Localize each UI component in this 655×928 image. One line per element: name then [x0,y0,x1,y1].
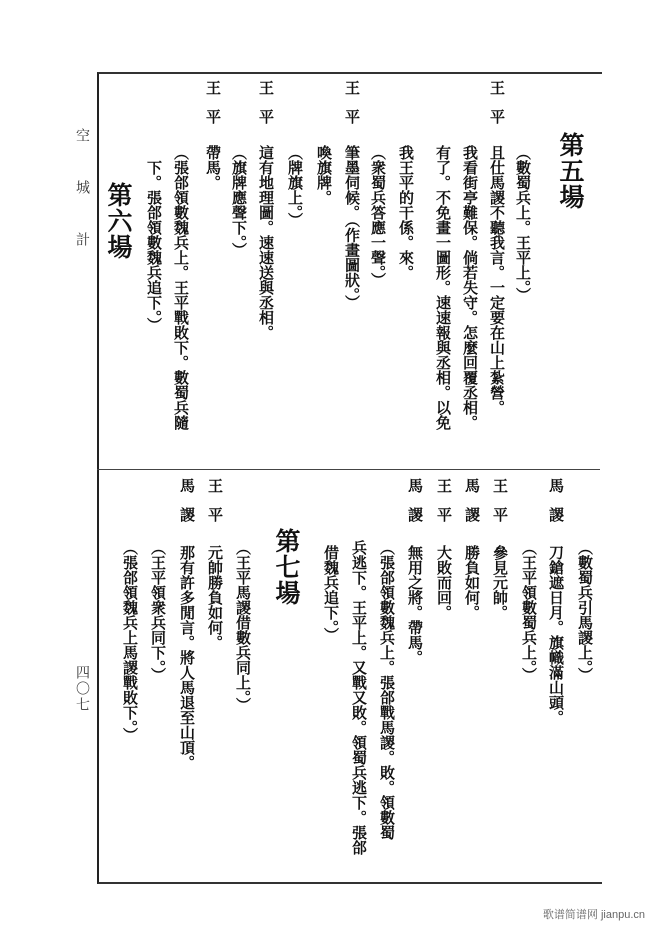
speaker: 王平 [435,478,453,536]
dialogue-line: 有了。不免畫一圖形。速速報與丞相。以免 [434,145,452,430]
dialogue-line: 元帥勝負如何。 [206,545,224,650]
dialogue-line: 且仕馬謖不聽我言。一定要在山上紮營。 [488,145,506,415]
dialogue-line: 喚旗牌。 [315,145,333,205]
stage-direction: （王平馬謖借數兵同上。） [234,540,252,713]
section-divider [97,469,600,470]
dialogue-line: 我看街亭難保。倘若失守。怎麼回覆丞相。 [461,145,479,430]
stage-direction: （牌旗上。） [286,145,304,228]
speaker: 王平 [488,80,506,138]
dialogue-line: 勝負如何。 [463,545,481,620]
stage-direction: （衆蜀兵答應一聲。） [369,145,387,288]
stage-direction: 借魏兵追下。） [322,545,340,643]
dialogue-line: 刀鎗遮日月。旗幟滿山頭。 [547,545,565,725]
dialogue-line: 這有地理圖。速速送與丞相。 [257,145,275,340]
dialogue-line: 大敗而回。 [435,545,453,620]
stage-direction: （張郃領數魏兵上。張郃戰馬謖。敗。領數蜀 [378,540,396,840]
scene-heading-7: 第七場 [272,528,301,606]
stage-direction: （王平領衆兵同下。） [149,540,167,683]
speaker: 王平 [206,478,224,536]
watermark: 歌谱简谱网 jianpu.cn [542,909,645,921]
dialogue-line: 我王平的干係。來。 [397,145,415,280]
scene-heading-6: 第六場 [104,182,133,260]
scene-heading-5: 第五場 [556,132,585,210]
speaker: 馬謖 [406,478,424,536]
stage-direction: （王平領數蜀兵上。） [520,540,538,683]
speaker: 王平 [257,80,275,138]
stage-direction: （旗牌應聲下。） [230,145,248,258]
play-title: 空城計 [74,128,90,284]
dialogue-line: 那有許多閒言。將人馬退至山頂。 [178,545,196,770]
page-number: 四〇七 [74,665,90,713]
dialogue-line: 無用之將。帶馬。 [406,545,424,665]
speaker: 王平 [491,478,509,536]
speaker: 馬謖 [178,478,196,536]
dialogue-line: 參見元帥。 [491,545,509,620]
speaker: 馬謖 [547,478,565,536]
stage-direction: 下。張郃領數魏兵追下。） [145,160,163,333]
stage-direction: 兵逃下。王平上。又戰又敗。領蜀兵逃下。張郃 [350,540,368,855]
speaker: 王平 [204,80,222,138]
speaker: 馬謖 [463,478,481,536]
dialogue-line: 帶馬。 [204,145,222,190]
stage-direction: （張郃領魏兵上馬謖戰敗下。） [121,540,139,743]
stage-direction: （數蜀兵引馬謖上。） [576,540,594,683]
stage-direction: （數蜀兵上。王平上。） [514,145,532,303]
stage-direction: （張郃領數魏兵上。王平戰敗下。數蜀兵隨 [172,145,190,430]
dialogue-line: 筆墨伺候。（作畫圖狀。） [343,145,361,310]
speaker: 王平 [343,80,361,138]
